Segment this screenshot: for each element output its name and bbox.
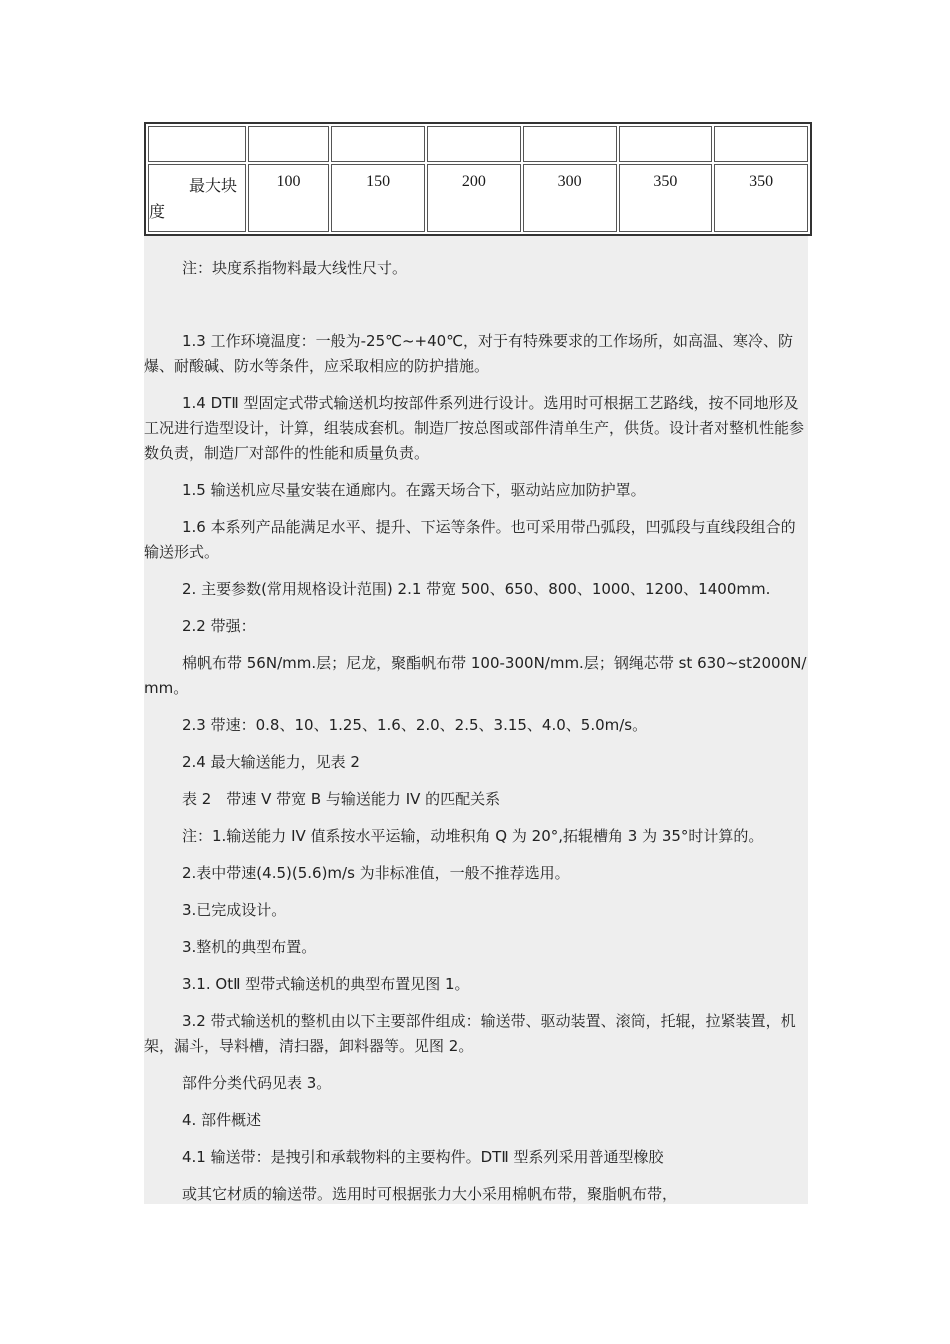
table-row [148, 164, 808, 232]
table-cell [248, 126, 330, 162]
table-cell: 300 [523, 164, 617, 232]
table-cell: 200 [427, 164, 521, 232]
table-cell [427, 126, 521, 162]
section-heading: 4. 部件概述 [182, 1111, 262, 1129]
table-header-row [148, 126, 808, 162]
table-cell: 100 [248, 164, 330, 232]
paragraph: 注：1.输送能力 IV 值系按水平运输，动堆积角 Q 为 20°,拓辊槽角 3 为 35°时计算的。 [182, 827, 764, 845]
paragraph: 2.2 带强： [182, 617, 256, 635]
lump-size-table [144, 122, 812, 236]
row-label [148, 164, 246, 232]
section-heading: 3.整机的典型布置。 [182, 938, 317, 956]
table-caption: 表 2 带速 V 带宽 B 与输送能力 IV 的匹配关系 [182, 790, 501, 808]
note-lump-size [144, 256, 808, 281]
paragraph: 1.4 DTⅡ 型固定式带式输送机均按部件系列进行设计。选用时可根据工艺路线，按不同地形及工况进行造型设计，计算，组装成套机。制造厂按总图或部件清单生产，供货。设计者对整机性能参数负责，制造厂对部件的性能和质量负责。 [144, 394, 805, 462]
table-cell [714, 126, 808, 162]
paragraph: 3.已完成设计。 [182, 901, 287, 919]
paragraph: 棉帆布带 56N/mm.层；尼龙，聚酯帆布带 100-300N/mm.层；钢绳芯带 st 630~st2000N/mm。 [144, 654, 807, 697]
paragraph: 1.6 本系列产品能满足水平、提升、下运等条件。也可采用带凸弧段，凹弧段与直线段组合的输送形式。 [144, 518, 796, 561]
table-cell [148, 126, 246, 162]
table-cell [523, 126, 617, 162]
paragraph: 3.1. OtⅡ 型带式输送机的典型布置见图 1。 [182, 975, 470, 993]
paragraph: 4.1 输送带：是拽引和承载物料的主要构件。DTⅡ 型系列采用普通型橡胶 [182, 1148, 664, 1166]
paragraph: 2.3 带速：0.8、10、1.25、1.6、2.0、2.5、3.15、4.0、5.0m/s。 [182, 716, 648, 734]
row-label-line1: 最大块 [189, 176, 238, 195]
row-label-line2: 度 [149, 202, 166, 221]
paragraph: 或其它材质的输送带。选用时可根据张力大小采用棉帆布带，聚脂帆布带， [182, 1185, 678, 1203]
table-cell [619, 126, 713, 162]
paragraph: 部件分类代码见表 3。 [182, 1074, 332, 1092]
table-cell [331, 126, 425, 162]
paragraph: 2. 主要参数(常用规格设计范围) 2.1 带宽 500、650、800、1000、1200、1400mm. [182, 580, 771, 598]
table-cell: 350 [619, 164, 713, 232]
table-cell: 350 [714, 164, 808, 232]
paragraph: 1.5 输送机应尽量安装在通廊内。在露天场合下，驱动站应加防护罩。 [182, 481, 646, 499]
paragraph: 1.3 工作环境温度：一般为-25℃~+40℃，对于有特殊要求的工作场所，如高温、寒冷、防爆、耐酸碱、防水等条件，应采取相应的防护措施。 [144, 332, 794, 375]
paragraph: 2.表中带速(4.5)(5.6)m/s 为非标准值，一般不推荐选用。 [182, 864, 570, 882]
table-cell: 150 [331, 164, 425, 232]
paragraph: 2.4 最大输送能力，见表 2 [182, 753, 360, 771]
paragraph: 注：块度系指物料最大线性尺寸。 [182, 259, 408, 277]
body-text [144, 329, 808, 1219]
paragraph: 3.2 带式输送机的整机由以下主要部件组成：输送带、驱动装置、滚筒，托辊，拉紧装置，机架，漏斗，导料槽，清扫器，卸料器等。见图 2。 [144, 1012, 796, 1055]
